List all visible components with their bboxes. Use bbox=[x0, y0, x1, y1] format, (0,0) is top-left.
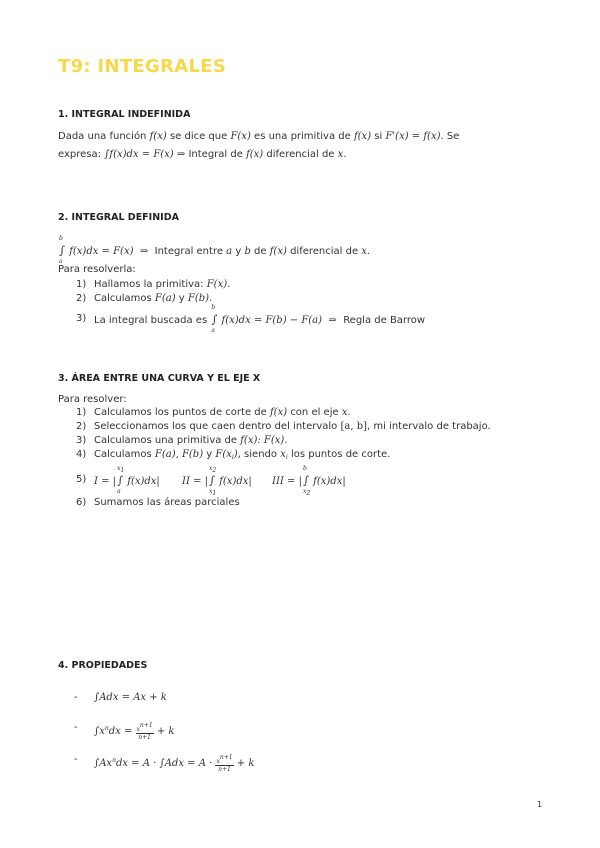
section-3-heading: 3. ÁREA ENTRE UNA CURVA Y EL EJE X bbox=[58, 373, 261, 384]
list-item: 3) Calculamos una primitiva de f(x): F(x). bbox=[76, 435, 288, 446]
integral-symbol: b ∫ a bbox=[59, 235, 65, 265]
area-2: II = | $x_2$ ∫ $x_1$ f(x)dx| bbox=[182, 465, 252, 497]
area-3: III = | b ∫ $x_2$ f(x)dx| bbox=[272, 465, 346, 497]
integral-symbol: b ∫ a bbox=[211, 304, 218, 334]
section-2-heading: 2. INTEGRAL DEFINIDA bbox=[58, 212, 179, 223]
page-title: T9: INTEGRALES bbox=[58, 56, 227, 77]
fraction: $\frac{x^{n+1}}{n+1}$ bbox=[216, 754, 233, 773]
list-item: 2) Seleccionamos los que caen dentro del intervalo [a, b], mi intervalo de trabajo. bbox=[76, 421, 491, 432]
section-4-heading: 4. PROPIEDADES bbox=[58, 660, 148, 671]
list-item: 2) Calculamos F(a) y F(b). bbox=[76, 293, 213, 304]
section-1-heading: 1. INTEGRAL INDEFINIDA bbox=[58, 109, 191, 120]
definite-integral-definition: b ∫ a f(x)dx = F(x) ⇒ Integral entre a y b de f(x) diferencial de x. bbox=[59, 235, 371, 265]
section-1-paragraph: Dada una función f(x) se dice que F(x) es una primitiva de f(x) si F'(x) = f(x). Se expresa: ∫f(x)dx = F(x) ⇒ Integral de f(x) diferencial de x. bbox=[58, 131, 460, 160]
list-item: 1) Calculamos los puntos de corte de f(x) con el eje x. bbox=[76, 407, 351, 418]
section-3-steps bbox=[58, 406, 491, 462]
section-2-intro: Para resolverla: bbox=[58, 264, 136, 275]
list-item: 4) Calculamos F(a), F(b) y $F(x_i)$, siendo $x_i$ los puntos de corte. bbox=[76, 449, 391, 461]
document-page: T9: INTEGRALES 1. INTEGRAL INDEFINIDA Dada una función f(x) se dice que F(x) es una primitiva de f(x) si F'(x) = f(x). Se expresa: ∫f(x)dx = F(x) ⇒ Integral de f(x) diferencial de x. 2. INTEGRAL DEFINIDA b ∫ a f(x)dx = F(x) ⇒ Integral entre a y b de f(x) diferencial de x. Para resolverla: 1) Hallamos la primitiva: F(x). 2) Calculamos F(a) y F(b). 3) La integral buscada es b ∫ a f(x)dx = F(b) − F(a) ⇒ Regla de Barrow 3. ÁREA ENTRE UNA CURVA Y EL EJE X Para resolver: 1) Calculamos los puntos de corte de f(x) con el eje x. 2) Seleccionamos los que caen dentro del intervalo [a, b], mi intervalo de trabajo. 3) Calculamos una primitiva de f(x): F(x). 4) Calculamos F(a), F(b) y $F(x_i)$, siendo $x_i$ los puntos de corte. 5) I = | $x_1$ ∫ a f(x)dx| II = | $x_2$ ∫ $x_1$ f(x)dx| III = | b ∫ $x_2$ f(x)dx| 6) Sumamos las áreas parciales 4. PROPIEDADES - ∫Adx = Ax + k - $\int x^ndx$ = $\frac{x^{n+1}}{n+1}$ + k - $\int Ax^ndx = A \cdot \int Adx = A$ · $\frac{x^{n+1}}{n+1}$ + k 1 bbox=[58, 56, 543, 809]
section-3-intro: Para resolver: bbox=[58, 394, 127, 405]
section-2-steps bbox=[58, 278, 230, 306]
page-number: 1 bbox=[537, 800, 543, 809]
area-1: I = | $x_1$ ∫ a f(x)dx| bbox=[94, 465, 160, 495]
fraction: $\frac{x^{n+1}}{n+1}$ bbox=[136, 722, 153, 741]
list-item: 1) Hallamos la primitiva: F(x). bbox=[76, 279, 231, 290]
